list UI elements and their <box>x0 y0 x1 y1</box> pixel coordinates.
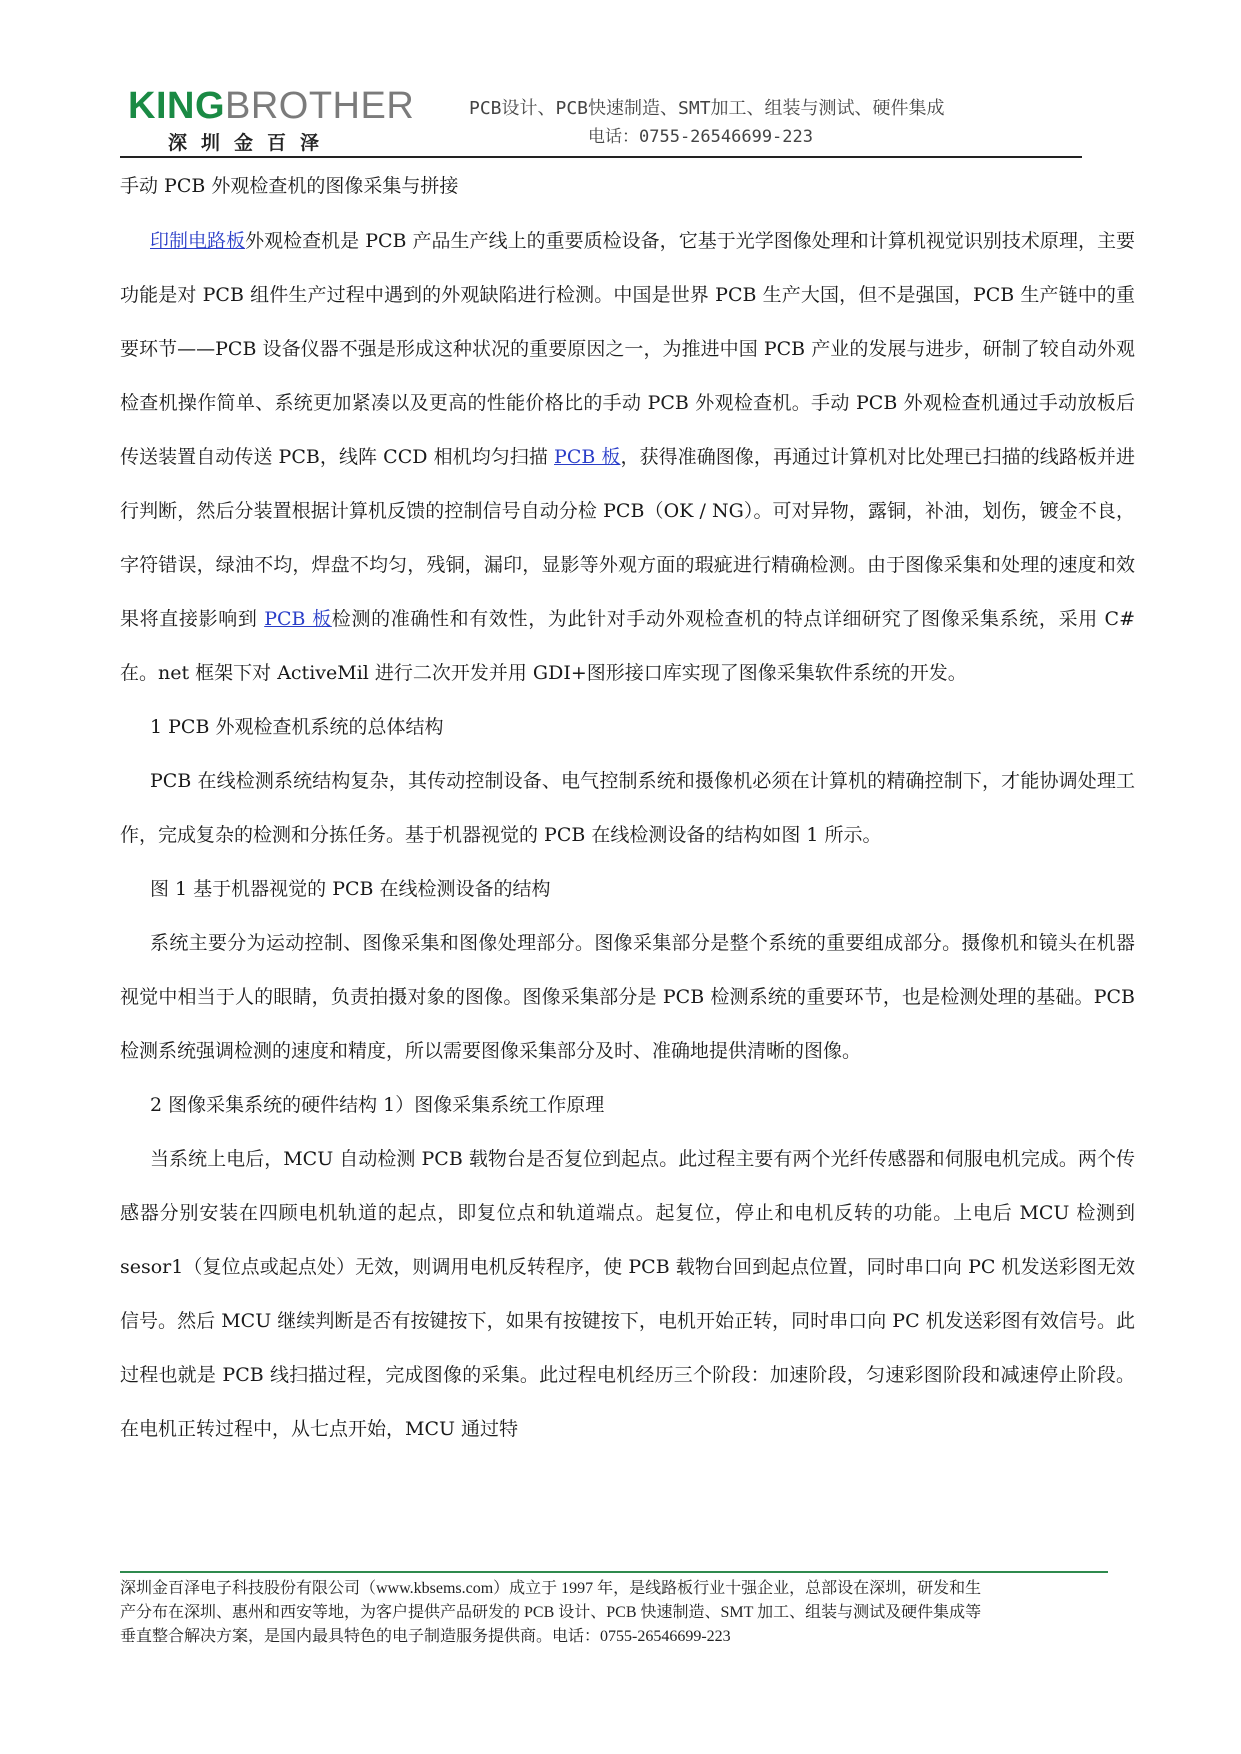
section-heading-2: 2 图像采集系统的硬件结构 1）图像采集系统工作原理 <box>150 1094 605 1116</box>
page-footer <box>120 1577 1130 1649</box>
page-header <box>0 0 1241 160</box>
intro-text-1: 外观检查机是 PCB 产品生产线上的重要质检设备，它基于光学图像处理和计算机视觉识别技术原理，主要功能是对 PCB 组件生产过程中遇到的外观缺陷进行检测。中国是世界 PCB 生产大国，但不是强国，PCB 生产链中的重要环节——PCB 设备仪器不强是形成这种状况的重要原因之一，为推进中国 PCB 产业的发展与进步，研制了较自动外观检查机操作简单、系统更加紧凑以及更高的性能价格比的手动 PCB 外观检查机。手动 PCB 外观检查机通过手动放板后传送装置自动传送 PCB，线阵 CCD 相机均匀扫描 <box>120 230 1135 468</box>
intro-paragraph <box>120 214 1135 700</box>
workflow-paragraph: 当系统上电后，MCU 自动检测 PCB 载物台是否复位到起点。此过程主要有两个光纤传感器和伺服电机完成。两个传感器分别安装在四顾电机轨道的起点，即复位点和轨道端点。起复位，停止和电机反转的功能。上电后 MCU 检测到 sesor1（复位点或起点处）无效，则调用电机反转程序，使 PCB 载物台回到起点位置，同时串口向 PC 机发送彩图无效信号。然后 MCU 继续判断是否有按键按下，如果有按键按下，电机开始正转，同时串口向 PC 机发送彩图有效信号。此过程也就是 PCB 线扫描过程，完成图像的采集。此过程电机经历三个阶段：加速阶段，匀速彩图阶段和减速停止阶段。在电机正转过程中，从七点开始，MCU 通过特 <box>120 1148 1135 1440</box>
section-heading-1: 1 PCB 外观检查机系统的总体结构 <box>150 716 444 738</box>
logo-chinese-name: 深圳金百泽 <box>168 132 334 154</box>
logo-king-text: KING <box>128 85 225 127</box>
footer-divider <box>120 1571 1108 1573</box>
pcb-board-link-1[interactable]: PCB 板 <box>554 446 621 468</box>
header-divider <box>120 156 1082 158</box>
footer-line-3: 垂直整合解决方案，是国内最具特色的电子制造服务提供商。电话：0755-26546699-223 <box>120 1628 731 1645</box>
intro-text-2: ，获得准确图像，再通过计算机对比处理已扫描的线路板并进行判断，然后分装置根据计算机反馈的控制信号自动分检 PCB（OK / NG）。可对异物，露铜，补油，划伤，镀金不良，字符错误，绿油不均，焊盘不均匀，残铜，漏印，显影等外观方面的瑕疵进行精确检测。由于图像采集和处理的速度和效果将直接影响到 <box>120 446 1135 630</box>
header-tagline: PCB设计、PCB快速制造、SMT加工、组装与测试、硬件集成 <box>469 98 945 119</box>
footer-line-1: 深圳金百泽电子科技股份有限公司（www.kbsems.com）成立于 1997 年，是线路板行业十强企业，总部设在深圳，研发和生 <box>120 1580 982 1597</box>
logo-brother-text: BROTHER <box>225 85 415 127</box>
document-body <box>120 164 1135 1456</box>
system-paragraph: 系统主要分为运动控制、图像采集和图像处理部分。图像采集部分是整个系统的重要组成部分。摄像机和镜头在机器视觉中相当于人的眼睛，负责拍摄对象的图像。图像采集部分是 PCB 检测系统的重要环节，也是检测处理的基础。PCB 检测系统强调检测的速度和精度，所以需要图像采集部分及时、准确地提供清晰的图像。 <box>120 932 1135 1062</box>
pcb-board-link-2[interactable]: PCB 板 <box>264 608 332 630</box>
company-logo <box>128 86 414 126</box>
pcb-link-printed-circuit-board[interactable]: 印制电路板 <box>150 230 246 252</box>
figure-caption-1: 图 1 基于机器视觉的 PCB 在线检测设备的结构 <box>150 878 551 900</box>
intro-text-3: 检测的准确性和有效性，为此针对手动外观检查机的特点详细研究了图像采集系统，采用 C#在。net 框架下对 ActiveMil 进行二次开发并用 GDI+图形接口库实现了图像采集软件系统的开发。 <box>120 608 1135 684</box>
footer-line-2: 产分布在深圳、惠州和西安等地，为客户提供产品研发的 PCB 设计、PCB 快速制造、SMT 加工、组装与测试及硬件集成等 <box>120 1604 982 1621</box>
document-title: 手动 PCB 外观检查机的图像采集与拼接 <box>120 175 459 197</box>
header-phone: 电话：0755-26546699-223 <box>588 127 813 147</box>
structure-paragraph: PCB 在线检测系统结构复杂，其传动控制设备、电气控制系统和摄像机必须在计算机的精确控制下，才能协调处理工作，完成复杂的检测和分拣任务。基于机器视觉的 PCB 在线检测设备的结构如图 1 所示。 <box>120 770 1135 846</box>
